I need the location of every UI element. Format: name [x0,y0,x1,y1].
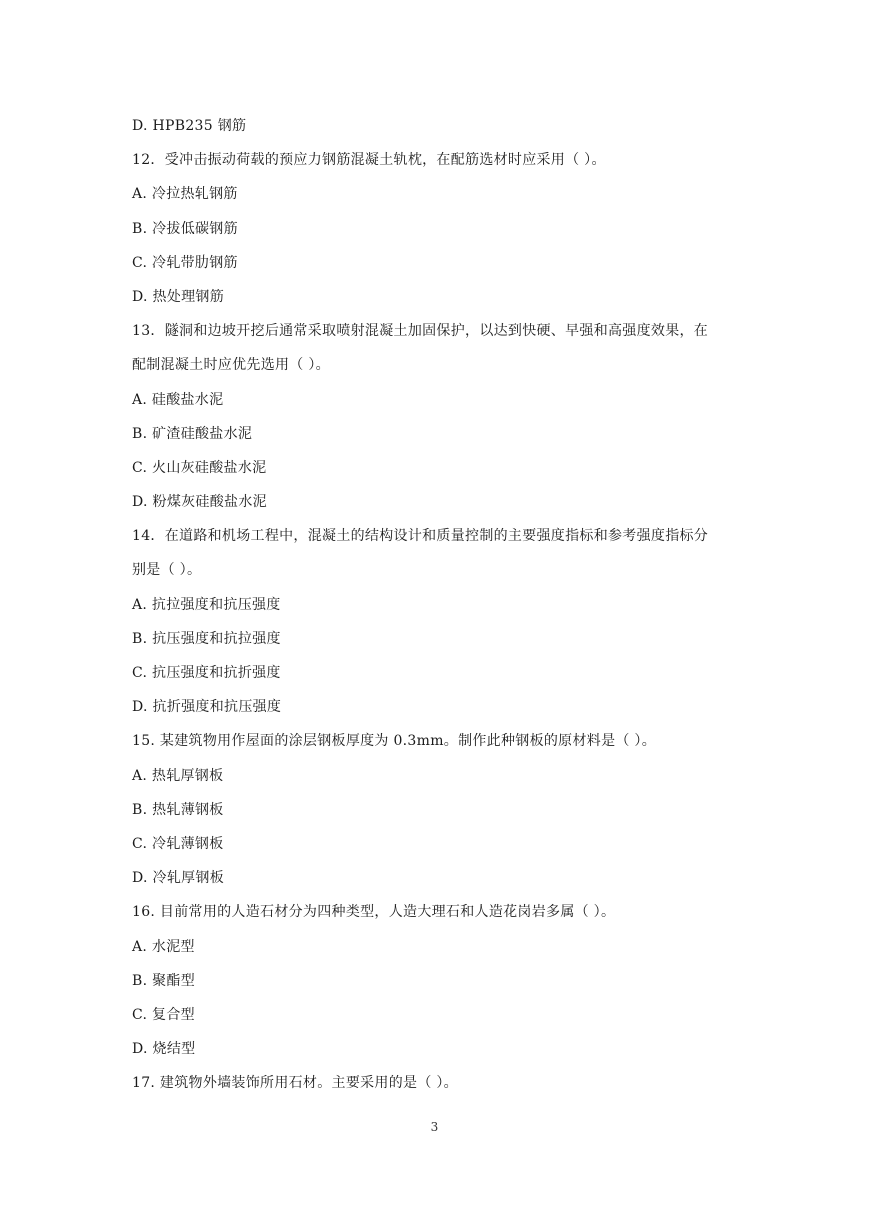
option-d-hpb235: D. HPB235 钢筋 [132,118,247,134]
q15-option-c: C. 冷轧薄钢板 [132,835,224,852]
q15-option-b: B. 热轧薄钢板 [132,801,224,818]
q13-option-c: C. 火山灰硅酸盐水泥 [132,459,267,476]
q15-option-a: A. 热轧厚钢板 [132,767,224,784]
q12-option-a: A. 冷拉热轧钢筋 [132,186,238,203]
q14-option-b: B. 抗压强度和抗拉强度 [132,630,281,647]
document-body [132,109,742,1100]
q15-option-d: D. 冷轧厚钢板 [132,870,225,887]
question-13-line-2: 配制混凝土时应优先选用（ ）。 [132,357,330,374]
page-number: 3 [430,1120,439,1134]
q12-option-c: C. 冷轧带肋钢筋 [132,254,238,271]
question-15: 15. 某建筑物用作屋面的涂层钢板厚度为 0.3mm。制作此种钢板的原材料是（ ）。 [132,733,657,750]
question-17: 17. 建筑物外墙装饰所用石材。主要采用的是（ ）。 [132,1075,458,1092]
q16-option-d: D. 烧结型 [132,1041,196,1058]
q13-option-d: D. 粉煤灰硅酸盐水泥 [132,494,267,511]
q13-option-a: A. 硅酸盐水泥 [132,391,224,408]
q14-option-d: D. 抗折强度和抗压强度 [132,699,282,716]
q16-option-b: B. 聚酯型 [132,972,195,989]
q14-option-a: A. 抗拉强度和抗压强度 [132,596,281,613]
q14-option-c: C. 抗压强度和抗折强度 [132,665,281,681]
question-16: 16. 目前常用的人造石材分为四种类型，人造大理石和人造花岗岩多属（ ）。 [132,904,616,921]
question-12: 12．受冲击振动荷载的预应力钢筋混凝土轨枕，在配筋选材时应采用（ ）。 [132,152,606,169]
q16-option-a: A. 水泥型 [132,938,195,955]
question-13-line-1: 13．隧洞和边坡开挖后通常采取喷射混凝土加固保护，以达到快硬、早强和高强度效果，在 [132,323,709,340]
q12-option-d: D. 热处理钢筋 [132,288,225,305]
question-14-line-1: 14．在道路和机场工程中，混凝土的结构设计和质量控制的主要强度指标和参考强度指标分 [132,528,709,545]
q16-option-c: C. 复合型 [132,1006,195,1023]
q13-option-b: B. 矿渣硅酸盐水泥 [132,425,253,442]
q12-option-b: B. 冷拔低碳钢筋 [132,220,238,237]
question-14-line-2: 别是（ ）。 [132,562,202,579]
